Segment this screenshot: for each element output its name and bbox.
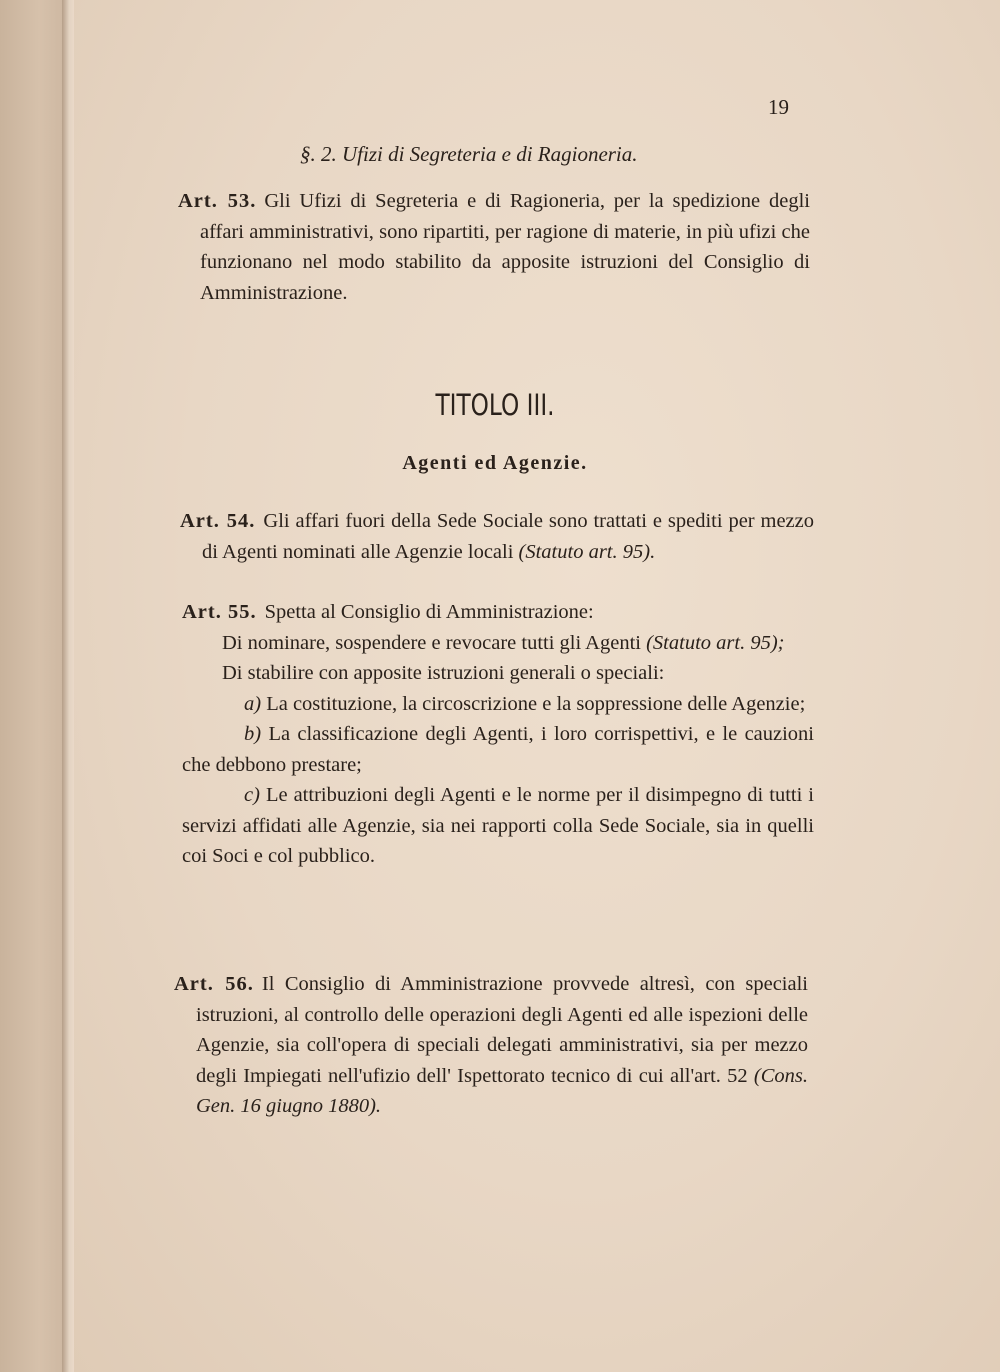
item-text: La costituzione, la circoscrizione e la soppressione delle Agenzie; <box>266 692 806 715</box>
article-label: Art. 56. <box>174 973 254 995</box>
article-label: Art. 54. <box>180 510 256 532</box>
section-heading: §. 2. Ufizi di Segreteria e di Ragioneria. <box>300 142 638 166</box>
article-text: Il Consiglio di Amministrazione provvede altresì, con speciali istruzioni, al controllo delle operazioni degli Agenti ed alle ispezioni delle Agenzie, sia coll'opera di speciali delegati amministrativi, sia per mezzo degli Impiegati nell'ufizio dell' Ispettorato tecnico di cui all'art. 52 <box>196 973 808 1087</box>
paragraph-text: Di nominare, sospendere e revocare tutti gli Agenti <box>222 631 641 654</box>
title: TITOLO III. <box>435 388 555 422</box>
article-54 <box>180 506 814 567</box>
article-reference: (Statuto art. 95); <box>646 631 785 654</box>
page-number: 19 <box>768 95 789 119</box>
article-text: Gli affari fuori della Sede Sociale sono trattati e spediti per mezzo di Agenti nominati alle Agenzie locali <box>202 510 815 563</box>
article-56 <box>174 969 808 1122</box>
item-label: b) <box>244 723 262 745</box>
article-label: Art. 55. <box>182 601 257 623</box>
facing-page-edge <box>0 0 66 1372</box>
article-reference: (Cons. Gen. 16 giugno 1880). <box>196 1064 809 1117</box>
title-block <box>395 388 595 428</box>
page-gutter <box>62 0 74 1372</box>
item-text: La classificazione degli Agenti, i loro corrispettivi, e le cauzioni che debbono prestare; <box>182 723 815 776</box>
article-text: Gli Ufizi di Segreteria e di Ragioneria, per la spedizione degli affari amministrativi, sono ripartiti, per ragione di materie, in più ufizi che funzionano nel modo stabilito da apposite istruzioni del Consiglio di Amministrazione. <box>200 190 810 304</box>
article-reference: (Statuto art. 95). <box>518 540 656 563</box>
item-label: c) <box>244 784 260 806</box>
item-text: Le attribuzioni degli Agenti e le norme per il disimpegno di tutti i servizi affidati alle Agenzie, sia nei rapporti colla Sede Sociale, sia in quelli coi Soci e col pubblico. <box>182 784 814 867</box>
article-intro: Spetta al Consiglio di Amministrazione: <box>264 601 594 623</box>
article-53 <box>178 186 810 308</box>
paragraph-text: Di stabilire con apposite istruzioni generali o speciali: <box>222 662 665 684</box>
subtitle: Agenti ed Agenzie. <box>402 452 588 474</box>
item-label: a) <box>244 692 262 715</box>
article-label: Art. 53. <box>178 190 257 212</box>
article-55 <box>182 597 814 872</box>
